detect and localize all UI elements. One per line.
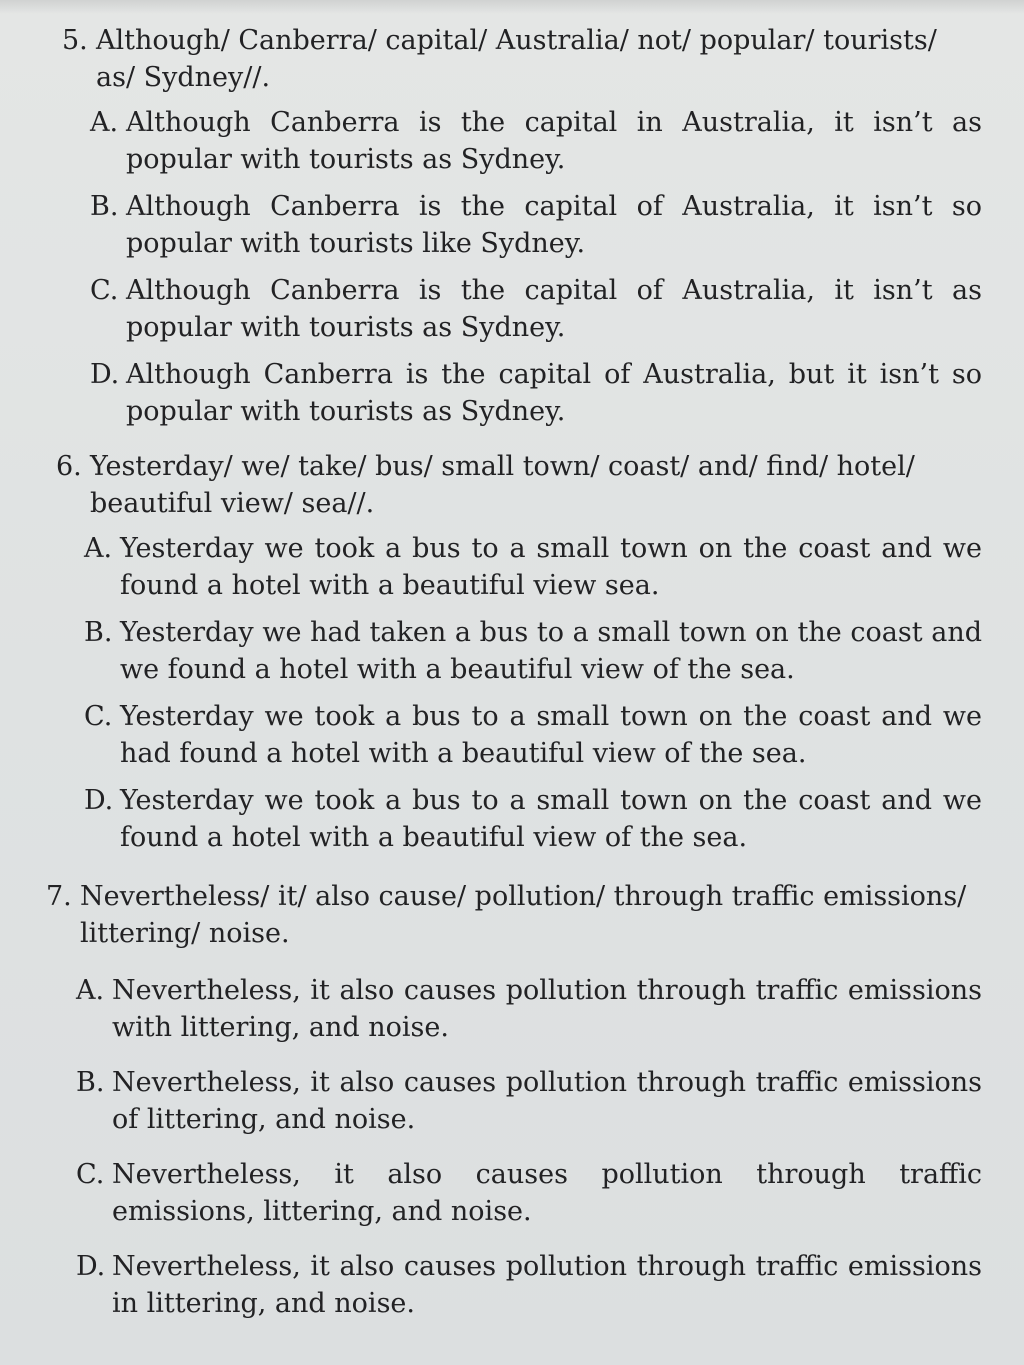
option-b[interactable] bbox=[76, 1064, 982, 1138]
question-7 bbox=[46, 878, 982, 1340]
option-letter: C. bbox=[90, 275, 119, 306]
option-text: Yesterday we took a bus to a small town on the coast and we found a hotel with a beautiful view of the sea. bbox=[120, 785, 982, 853]
option-text: Although Canberra is the capital of Australia, it isn’t so popular with tourists like Sydney. bbox=[126, 191, 982, 259]
option-letter: D. bbox=[76, 1251, 106, 1282]
option-letter: D. bbox=[90, 359, 120, 390]
option-letter: C. bbox=[76, 1159, 105, 1190]
question-prompt: Nevertheless/ it/ also cause/ pollution/ through traffic emissions/ littering/ noise. bbox=[80, 881, 967, 949]
option-d[interactable] bbox=[84, 782, 982, 856]
option-c[interactable] bbox=[84, 698, 982, 772]
option-b[interactable] bbox=[90, 188, 982, 262]
question-number: 7. bbox=[46, 881, 72, 912]
option-letter: B. bbox=[76, 1067, 105, 1098]
question-prompt-row bbox=[62, 22, 982, 96]
option-letter: A. bbox=[84, 533, 113, 564]
option-text: Nevertheless, it also causes pollution through traffic emissions in littering, and noise. bbox=[112, 1251, 982, 1319]
option-text: Yesterday we took a bus to a small town on the coast and we had found a hotel with a beautiful view of the sea. bbox=[120, 701, 982, 769]
option-a[interactable] bbox=[90, 104, 982, 178]
answer-options bbox=[84, 530, 982, 856]
option-a[interactable] bbox=[84, 530, 982, 604]
question-prompt-row bbox=[56, 448, 982, 522]
option-letter: B. bbox=[90, 191, 119, 222]
option-text: Yesterday we had taken a bus to a small town on the coast and we found a hotel with a beautiful view of the sea. bbox=[120, 617, 982, 685]
option-text: Nevertheless, it also causes pollution through traffic emissions, littering, and noise. bbox=[112, 1159, 982, 1227]
option-letter: C. bbox=[84, 701, 113, 732]
question-prompt: Although/ Canberra/ capital/ Australia/ not/ popular/ tourists/ as/ Sydney//. bbox=[96, 25, 937, 93]
option-text: Although Canberra is the capital of Australia, it isn’t as popular with tourists as Sydney. bbox=[126, 275, 982, 343]
option-letter: A. bbox=[90, 107, 119, 138]
question-number: 5. bbox=[62, 25, 88, 56]
option-letter: B. bbox=[84, 617, 113, 648]
option-text: Although Canberra is the capital of Australia, but it isn’t so popular with tourists as Sydney. bbox=[126, 359, 982, 427]
option-a[interactable] bbox=[76, 972, 982, 1046]
option-c[interactable] bbox=[76, 1156, 982, 1230]
option-text: Although Canberra is the capital in Australia, it isn’t as popular with tourists as Sydney. bbox=[126, 107, 982, 175]
option-b[interactable] bbox=[84, 614, 982, 688]
option-text: Nevertheless, it also causes pollution through traffic emissions of littering, and noise. bbox=[112, 1067, 982, 1135]
question-prompt-row bbox=[46, 878, 982, 952]
option-letter: D. bbox=[84, 785, 114, 816]
top-edge-shadow bbox=[0, 0, 1024, 14]
option-c[interactable] bbox=[90, 272, 982, 346]
option-d[interactable] bbox=[90, 356, 982, 430]
question-number: 6. bbox=[56, 451, 82, 482]
option-text: Yesterday we took a bus to a small town on the coast and we found a hotel with a beautiful view sea. bbox=[120, 533, 982, 601]
question-5 bbox=[62, 22, 982, 440]
question-6 bbox=[56, 448, 982, 866]
answer-options bbox=[90, 104, 982, 430]
option-d[interactable] bbox=[76, 1248, 982, 1322]
option-text: Nevertheless, it also causes pollution through traffic emissions with littering, and noise. bbox=[112, 975, 982, 1043]
answer-options bbox=[76, 972, 982, 1322]
option-letter: A. bbox=[76, 975, 105, 1006]
question-prompt: Yesterday/ we/ take/ bus/ small town/ coast/ and/ find/ hotel/ beautiful view/ sea//. bbox=[90, 451, 915, 519]
